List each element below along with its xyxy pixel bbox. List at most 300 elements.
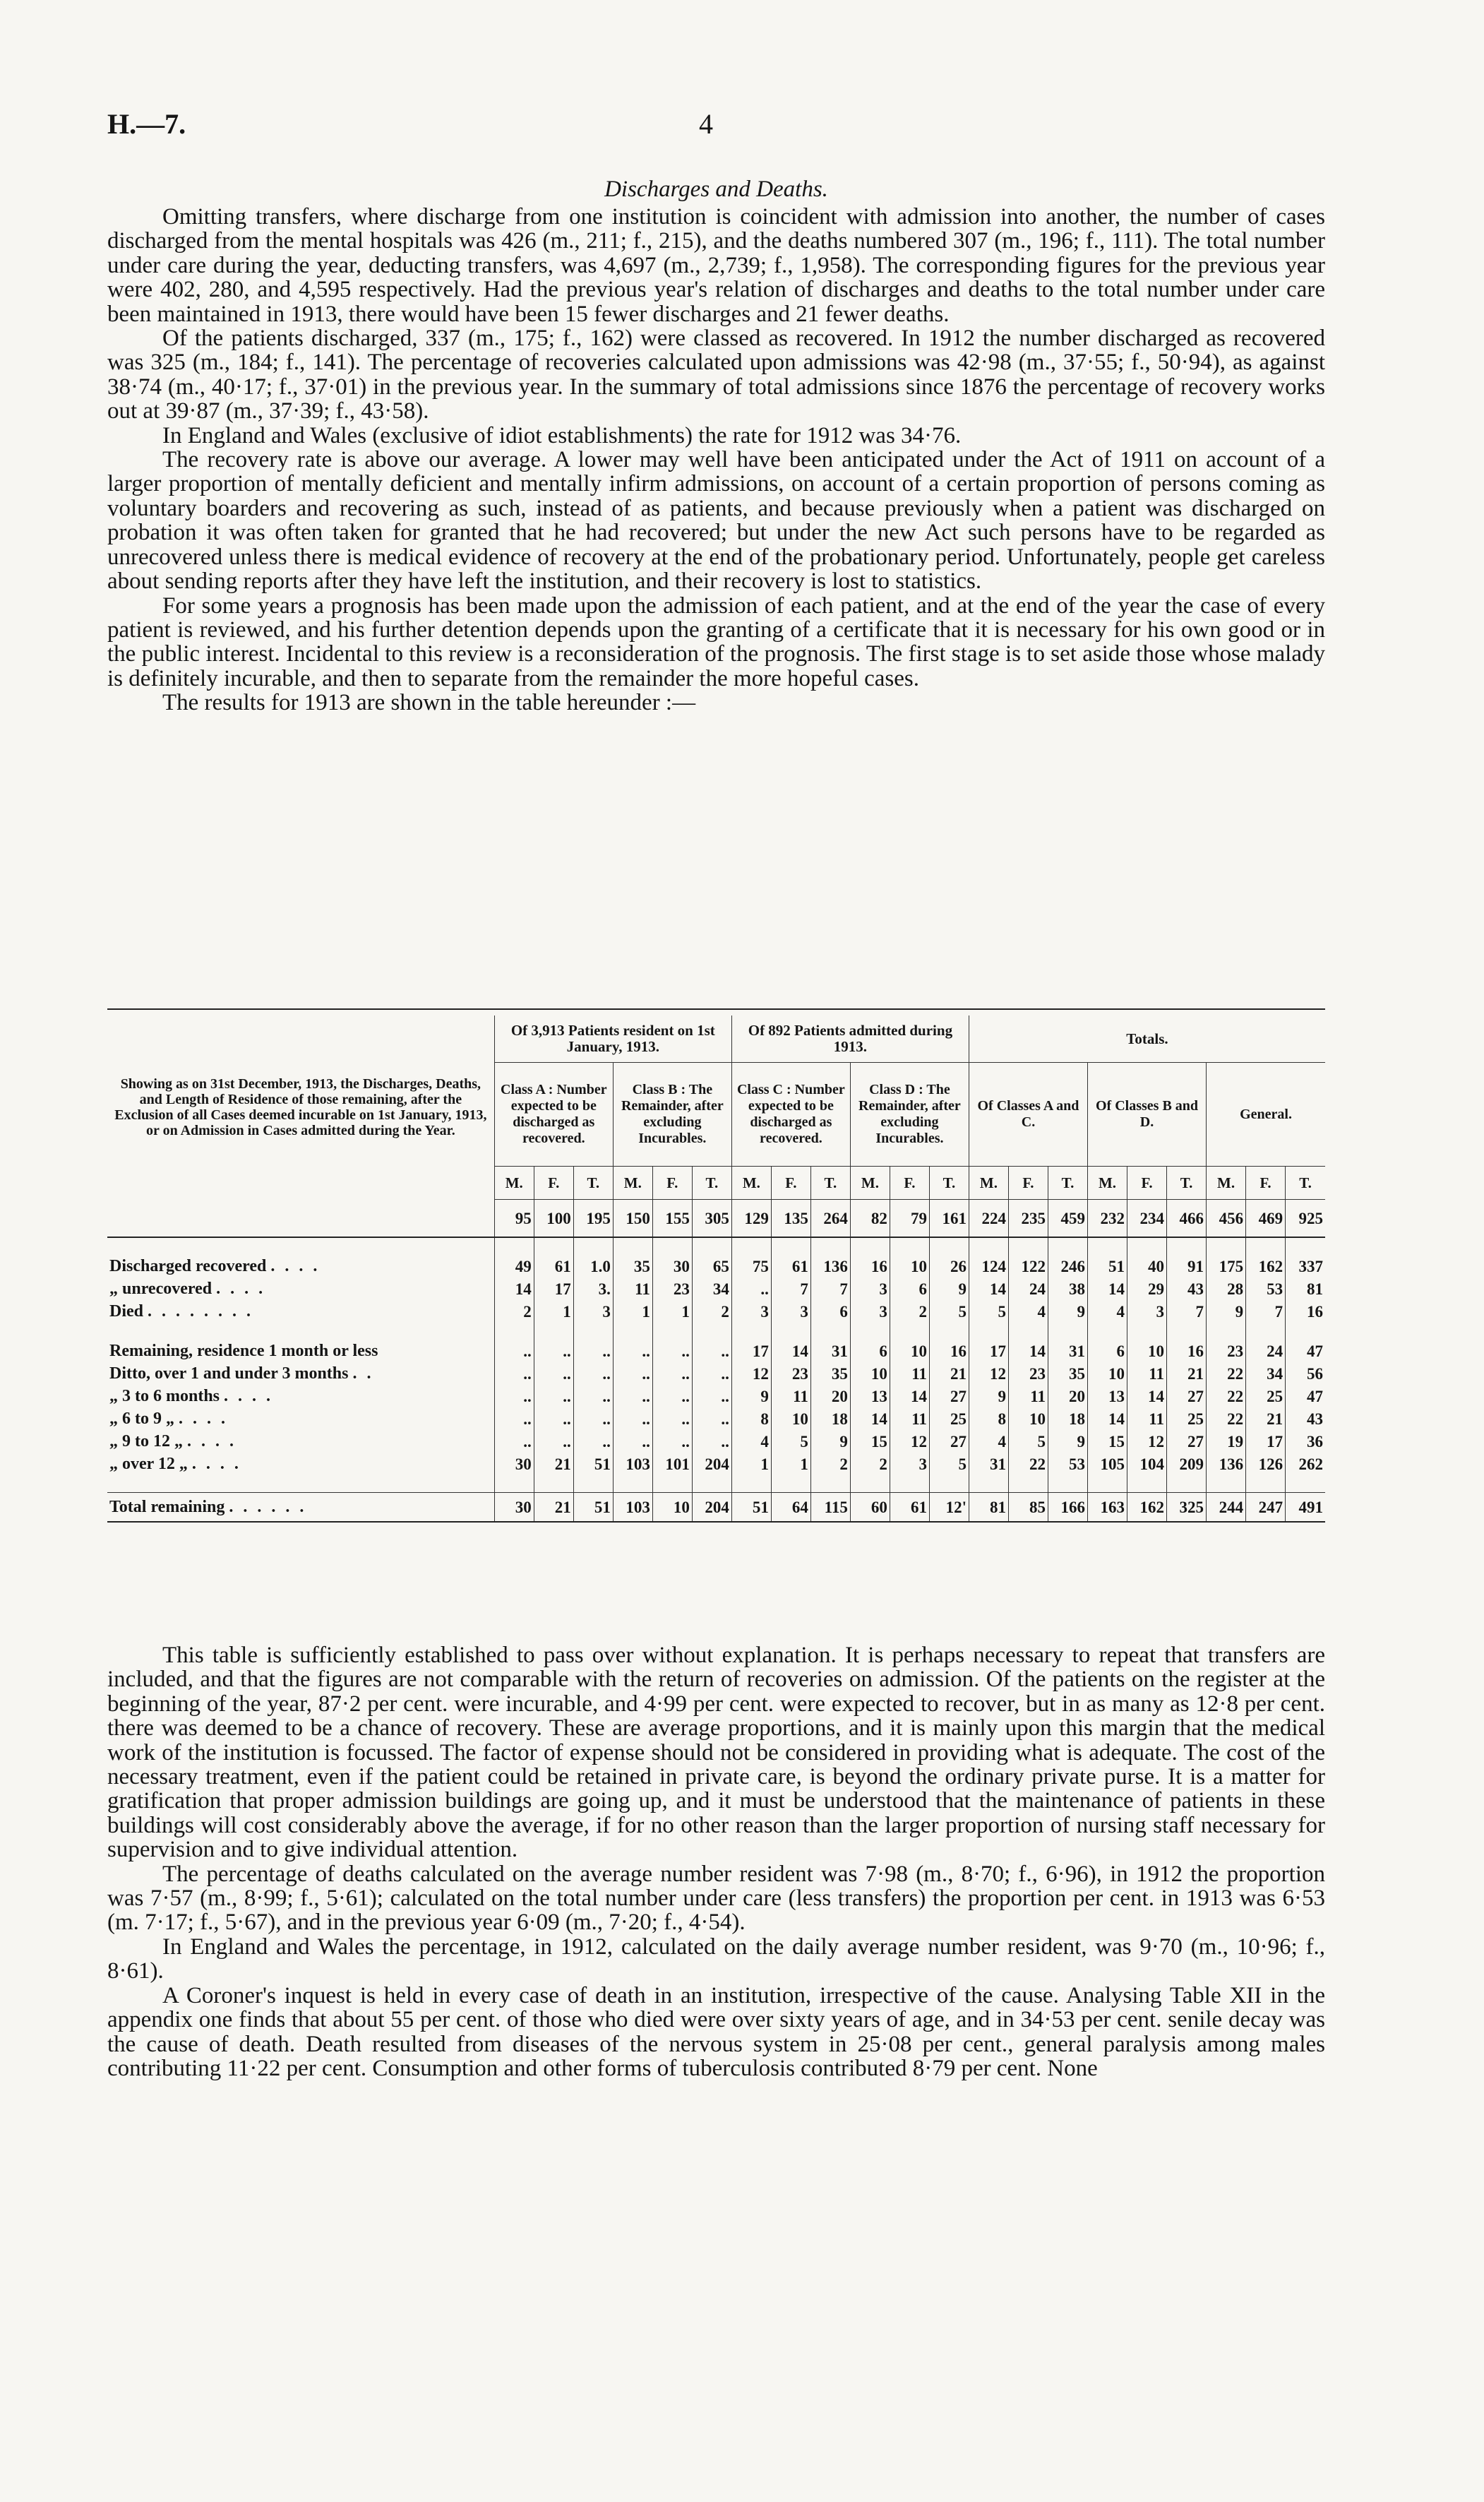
table-cell: 75 [731,1255,771,1277]
table-cell: 5 [929,1453,969,1475]
table-cell: 21 [1167,1362,1207,1385]
table-cell [1286,1323,1325,1340]
table-cell [1286,1475,1325,1493]
row-label [107,1453,494,1475]
table-cell: 4 [1008,1300,1048,1323]
table-cell [850,1475,890,1493]
table-cell: 16 [1286,1300,1325,1323]
table-cell [1127,1323,1167,1340]
table-cell: 12 [969,1362,1008,1385]
paragraph: The results for 1913 are shown in the table hereunder :— [162,690,696,716]
table-cell [1008,1475,1048,1493]
paragraph: A Coroner's inquest is held in every case of death in an institution, irrespective of the cause. Analysing Table XII in the appendix one finds that about 55 per cent. of those who died were over sixty years of age, and in 34·53 per cent. senile decay was the cause of death. Death resulted from diseases of the nervous system in 25·08 per cent., general paralysis among males contributing 11·22 per cent. Consumption and other forms of tuberculosis contributed 8·79 per cent. None [107,1982,1325,2081]
row-label [107,1340,494,1362]
row-label [107,1200,494,1238]
table-cell: 925 [1286,1200,1325,1238]
results-table [107,1008,1325,1523]
row-label-text: „ over 12 „ [109,1454,188,1473]
table-cell: 224 [969,1200,1008,1238]
table-cell: 1 [534,1300,573,1323]
base-count-row [107,1200,1325,1238]
table-cell: 14 [771,1340,810,1362]
table-cell [969,1475,1008,1493]
table-cell: 1 [771,1453,810,1475]
table-cell [1207,1237,1246,1255]
table-cell: 9 [969,1385,1008,1407]
table-cell: 1 [613,1300,652,1323]
table-cell: 24 [1246,1340,1286,1362]
table-cell: 30 [494,1453,534,1475]
table-row [107,1255,1325,1277]
table-description: Showing as on 31st December, 1913, the Discharges, Deaths, and Length of Residence of those remaining, after the Exclusion of all Cases deemed incurable on 1st January, 1913, or on Admission in Cases admitted during the Year. [114,1076,487,1139]
leader-dots: . . . . [191,1454,241,1473]
table-cell: 38 [1048,1277,1087,1300]
table-cell: 155 [652,1200,692,1238]
leader-dots: . . . . [270,1256,321,1275]
table-cell: 16 [850,1255,890,1277]
table-cell: 17 [1246,1430,1286,1453]
table-cell [969,1237,1008,1255]
table-cell: 61 [771,1255,810,1277]
row-label [107,1407,494,1430]
report-reference: H.—7. [107,108,186,140]
sex-label-cell: F. [1246,1167,1286,1200]
table-cell [1167,1475,1207,1493]
table-cell: 79 [890,1200,929,1238]
table-cell: 61 [890,1493,929,1523]
table-cell: 20 [1048,1385,1087,1407]
sex-label-cell: T. [1286,1167,1325,1200]
group-header-admitted: Of 892 Patients admitted during 1913. [731,1015,969,1063]
table-cell: .. [652,1385,692,1407]
table-cell [890,1323,929,1340]
table-cell: 30 [652,1255,692,1277]
table-cell: 10 [890,1340,929,1362]
row-label-text: „ 3 to 6 months [109,1386,220,1405]
table-cell: 20 [810,1385,850,1407]
paragraph: Omitting transfers, where discharge from one institution is coincident with admission into another, the number of cases discharged from the mental hospitals was 426 (m., 211; f., 215), and the deaths numbered 307 (m., 196; f., 111). The total number under care during the year, deducting transfers, was 4,697 (m., 2,739; f., 1,958). The corresponding figures for the previous year were 402, 280, and 4,595 respectively. Had the previous year's relation of discharges and deaths to the total number under care been maintained in 1913, there would have been 15 fewer discharges and 21 fewer deaths. [107,204,1325,327]
table-cell [1246,1475,1286,1493]
table-cell: 82 [850,1200,890,1238]
sex-label-cell: M. [969,1167,1008,1200]
table-cell: 7 [1167,1300,1207,1323]
table-cell: .. [731,1277,771,1300]
table-cell: .. [613,1362,652,1385]
table-cell: .. [573,1385,613,1407]
table-cell: 27 [1167,1430,1207,1453]
table-cell: 17 [731,1340,771,1362]
leader-dots: . . . . . . [229,1497,307,1516]
table-cell: 65 [692,1255,731,1277]
table-cell: 35 [613,1255,652,1277]
table-cell: 10 [890,1255,929,1277]
table-cell: 491 [1286,1493,1325,1523]
table-row [107,1453,1325,1475]
table-cell [1088,1323,1127,1340]
sex-label-cell: T. [692,1167,731,1200]
table-cell [1207,1475,1246,1493]
table-cell: 24 [1008,1277,1048,1300]
table-cell: 1 [731,1453,771,1475]
table-cell: 21 [534,1453,573,1475]
table-cell: 14 [1088,1277,1127,1300]
table-cell: 235 [1008,1200,1048,1238]
table-cell: 11 [1008,1385,1048,1407]
table-cell: 9 [929,1277,969,1300]
table-cell: 204 [692,1453,731,1475]
table-cell: 234 [1127,1200,1167,1238]
table-row [107,1300,1325,1323]
table-cell [613,1237,652,1255]
paragraph: For some years a prognosis has been made upon the admission of each patient, and at the end of the year the case of every patient is reviewed, and his further detention depends upon the granting of a certificate that it is necessary for his own good or in the public interest. Incidental to this review is a reconsideration of the prognosis. The first stage is to set aside those whose malady is definitely incurable, and then to separate from the remainder the more hopeful cases. [107,592,1325,691]
table-cell: 10 [1127,1340,1167,1362]
table-cell: 459 [1048,1200,1087,1238]
table-cell [652,1237,692,1255]
leader-dots: . . . . [224,1386,274,1405]
table-cell: 104 [1127,1453,1167,1475]
table-cell: .. [494,1385,534,1407]
row-label-text: Died [109,1301,143,1321]
table-cell: 9 [810,1430,850,1453]
table-cell: 262 [1286,1453,1325,1475]
table-cell: 17 [534,1277,573,1300]
table-cell: 61 [534,1255,573,1277]
table-cell: 124 [969,1255,1008,1277]
row-label-text: „ 6 to 9 „ [109,1409,174,1428]
table-cell: 2 [810,1453,850,1475]
table-cell: 31 [1048,1340,1087,1362]
spacer-row [107,1475,1325,1493]
table-cell: 161 [929,1200,969,1238]
table-cell: 7 [1246,1300,1286,1323]
table-cell: 21 [929,1362,969,1385]
table-cell: .. [494,1407,534,1430]
table-cell: 51 [1088,1255,1127,1277]
table-cell: 105 [1088,1453,1127,1475]
table-cell: 246 [1048,1255,1087,1277]
table-cell [652,1475,692,1493]
sex-label-cell: T. [573,1167,613,1200]
table-cell [534,1475,573,1493]
table-cell: 6 [890,1277,929,1300]
sex-label-cell: T. [1167,1167,1207,1200]
table-cell: .. [534,1385,573,1407]
table-cell: 136 [810,1255,850,1277]
table-cell: .. [534,1362,573,1385]
table-cell: 81 [1286,1277,1325,1300]
table-cell: 14 [850,1407,890,1430]
table-cell: 12 [1127,1430,1167,1453]
table-cell: 3. [573,1277,613,1300]
table-cell: 10 [1008,1407,1048,1430]
table-row [107,1362,1325,1385]
paragraph: In England and Wales (exclusive of idiot establishments) the rate for 1912 was 34·76. [162,422,962,448]
sex-label-cell: M. [1207,1167,1246,1200]
table-cell [1048,1323,1087,1340]
table-cell: 244 [1207,1493,1246,1523]
row-label [107,1362,494,1385]
classes-ac-header: Of Classes A and C. [969,1063,1087,1167]
discussion-paragraphs [107,1643,1325,2080]
table-cell: .. [494,1362,534,1385]
table-cell [1088,1237,1127,1255]
leader-dots: . . . . [187,1431,237,1450]
table-cell: 247 [1246,1493,1286,1523]
group-header-totals: Totals. [969,1015,1325,1063]
leader-dots: . . . . [179,1409,228,1428]
table-cell: .. [573,1430,613,1453]
table-cell: 204 [692,1493,731,1523]
table-cell: 10 [850,1362,890,1385]
table-cell: 325 [1167,1493,1207,1523]
table-cell: 11 [890,1362,929,1385]
table-cell: 6 [810,1300,850,1323]
table-cell: 22 [1207,1362,1246,1385]
row-label-text: „ unrecovered [109,1279,213,1298]
paragraph: This table is sufficiently established to pass over without explanation. It is perhaps necessary to repeat that transfers are included, and that the figures are not comparable with the return of recoveries on admission. Of the patients on the register at the beginning of the year, 87·2 per cent. were incurable, and 4·99 per cent. were expected to recover, but in as many as 12·8 per cent. there was deemed to be a chance of recovery. These are average proportions, and it is mainly upon this margin that the medical work of the institution is focussed. The factor of expense should not be considered in providing what is adequate. The cost of the necessary treatment, even if the patient could be retained in private care, is beyond the ordinary private purse. It is a matter for gratification that proper admission buildings are going up, and it must be understood that the maintenance of patients in these buildings will cost considerably above the average, if for no other reason than the larger proportion of nursing staff necessary for supervision and to give individual attention. [107,1643,1325,1863]
table-cell: 51 [731,1493,771,1523]
table-cell: .. [534,1340,573,1362]
row-label [107,1475,494,1493]
table-row [107,1277,1325,1300]
table-cell: 150 [613,1200,652,1238]
table-cell [929,1323,969,1340]
table-cell: .. [573,1407,613,1430]
table-cell: 9 [731,1385,771,1407]
row-label [107,1237,494,1255]
table-cell: 17 [969,1340,1008,1362]
row-label [107,1300,494,1323]
table-cell: 35 [1048,1362,1087,1385]
table-cell: 2 [850,1453,890,1475]
table-cell: 469 [1246,1200,1286,1238]
table-cell: 49 [494,1255,534,1277]
table-cell: 3 [890,1453,929,1475]
general-header: General. [1207,1063,1325,1167]
table-cell: 34 [1246,1362,1286,1385]
row-label-text: „ 9 to 12 „ [109,1431,183,1450]
table-cell: 81 [969,1493,1008,1523]
table-cell: 31 [969,1453,1008,1475]
row-label-text: Total remaining [109,1497,225,1516]
table-cell: 23 [652,1277,692,1300]
table-cell: 21 [534,1493,573,1523]
leader-dots: . . . . [216,1279,266,1298]
sex-label-cell: F. [1127,1167,1167,1200]
sex-label-cell: F. [890,1167,929,1200]
table-cell: 85 [1008,1493,1048,1523]
table-cell [652,1323,692,1340]
table-cell: 30 [494,1493,534,1523]
table-cell [1167,1323,1207,1340]
table-row [107,1407,1325,1430]
table-cell: 15 [1088,1430,1127,1453]
table-cell [731,1237,771,1255]
table-cell: 5 [771,1430,810,1453]
table-cell: 4 [731,1430,771,1453]
table-cell: 4 [1088,1300,1127,1323]
table-cell: 14 [969,1277,1008,1300]
table-cell [1246,1323,1286,1340]
table-cell: 22 [1207,1407,1246,1430]
table-cell: 25 [1167,1407,1207,1430]
total-row [107,1493,1325,1523]
table-cell: 3 [771,1300,810,1323]
table-cell: 21 [1246,1407,1286,1430]
table-row [107,1385,1325,1407]
row-label-text: Remaining, residence 1 month or less [109,1341,378,1360]
table-cell: 51 [573,1453,613,1475]
table-cell: 162 [1127,1493,1167,1523]
table-cell: 1 [652,1300,692,1323]
table-cell: 23 [771,1362,810,1385]
table-cell [1246,1237,1286,1255]
table-cell: 35 [810,1362,850,1385]
table-cell [1127,1475,1167,1493]
sex-label-cell: T. [810,1167,850,1200]
table-cell: .. [652,1340,692,1362]
table-cell: 19 [1207,1430,1246,1453]
table-cell: 14 [494,1277,534,1300]
table-cell: 2 [692,1300,731,1323]
table-cell [1167,1237,1207,1255]
row-label [107,1323,494,1340]
table-cell [1048,1475,1087,1493]
table-cell: .. [613,1340,652,1362]
table-cell [1008,1237,1048,1255]
sex-label-cell: M. [731,1167,771,1200]
table-cell [810,1323,850,1340]
table-cell: .. [613,1430,652,1453]
table-cell [1088,1475,1127,1493]
table-cell: 22 [1008,1453,1048,1475]
table-cell: 23 [1207,1340,1246,1362]
table-cell: 305 [692,1200,731,1238]
table-cell [494,1323,534,1340]
table-cell: 232 [1088,1200,1127,1238]
table-cell: 166 [1048,1493,1087,1523]
table-cell: 3 [850,1300,890,1323]
table-cell: 163 [1088,1493,1127,1523]
table-cell: 51 [573,1493,613,1523]
table-cell: 3 [1127,1300,1167,1323]
table-cell: 8 [969,1407,1008,1430]
table-cell [929,1475,969,1493]
table-cell: 100 [534,1200,573,1238]
table-cell: 53 [1246,1277,1286,1300]
table-cell: 14 [1008,1340,1048,1362]
table-cell: 11 [613,1277,652,1300]
table-cell: 64 [771,1493,810,1523]
table-cell [613,1323,652,1340]
table-cell: 11 [1127,1362,1167,1385]
table-cell: 466 [1167,1200,1207,1238]
table-cell [969,1323,1008,1340]
sex-label-cell: M. [494,1167,534,1200]
sex-label-cell: M. [1088,1167,1127,1200]
table-cell: 13 [1088,1385,1127,1407]
table-cell: 14 [890,1385,929,1407]
table-cell: .. [613,1407,652,1430]
table-cell [771,1237,810,1255]
table-cell: 195 [573,1200,613,1238]
table-cell [494,1475,534,1493]
table-cell: .. [573,1362,613,1385]
table-cell: 12 [890,1430,929,1453]
table-cell: 7 [810,1277,850,1300]
table-cell: 264 [810,1200,850,1238]
sex-label-cell: F. [534,1167,573,1200]
table-cell: 6 [1088,1340,1127,1362]
table-cell: 175 [1207,1255,1246,1277]
class-c-header: Class C : Number expected to be discharged as recovered. [731,1063,850,1167]
table-cell: 13 [850,1385,890,1407]
table-cell: 60 [850,1493,890,1523]
table-cell: 6 [850,1340,890,1362]
spacer-row [107,1237,1325,1255]
table-cell: .. [652,1407,692,1430]
sex-label-cell: M. [850,1167,890,1200]
table-cell: .. [494,1340,534,1362]
table-cell: 28 [1207,1277,1246,1300]
row-label [107,1430,494,1453]
leader-dots: . . [352,1364,374,1383]
table-cell: 10 [771,1407,810,1430]
table-cell: 9 [1048,1430,1087,1453]
paragraph: The recovery rate is above our average. A lower may well have been anticipated under the Act of 1911 on account of a larger proportion of mentally deficient and mentally infirm admissions, on account of a certain proportion of persons coming as voluntary boarders and recovering as such, instead of as patients, and because previously when a patient was discharged on probation it was often taken for granted that he had recovered; but under the new Act such persons have to be regarded as unrecovered unless there is medical evidence of recovery at the end of the probationary period. Unfortunately, people get careless about sending reports after they have left the institution, and their recovery is lost to statistics. [107,447,1325,595]
table-cell [1207,1323,1246,1340]
table-cell: 18 [1048,1407,1087,1430]
table-row [107,1430,1325,1453]
table-cell: 12 [731,1362,771,1385]
table-cell: 8 [731,1407,771,1430]
table-cell: 16 [1167,1340,1207,1362]
table-cell [810,1237,850,1255]
table-cell [1008,1323,1048,1340]
section-title: Discharges and Deaths. [604,177,828,202]
table-cell [613,1475,652,1493]
row-label [107,1385,494,1407]
row-label-text: Ditto, over 1 and under 3 months [109,1364,349,1383]
table-cell: 101 [652,1453,692,1475]
table-cell [534,1237,573,1255]
table-cell: 43 [1167,1277,1207,1300]
row-label [107,1255,494,1277]
table-cell [692,1475,731,1493]
table-cell: 14 [1088,1407,1127,1430]
table-cell: 36 [1286,1430,1325,1453]
table-cell: 27 [929,1430,969,1453]
table-cell [890,1237,929,1255]
table-cell [771,1475,810,1493]
table-cell: 135 [771,1200,810,1238]
table-cell: 15 [850,1430,890,1453]
sex-label-cell: F. [771,1167,810,1200]
table-cell [1286,1237,1325,1255]
table-cell: 7 [771,1277,810,1300]
table-cell [534,1323,573,1340]
table-cell: 5 [1008,1430,1048,1453]
table-cell: 129 [731,1200,771,1238]
table-cell: 115 [810,1493,850,1523]
table-cell [1048,1237,1087,1255]
table-cell: 1.0 [573,1255,613,1277]
table-cell: 11 [890,1407,929,1430]
paragraph: Of the patients discharged, 337 (m., 175; f., 162) were classed as recovered. In 1912 the number discharged as recovered was 325 (m., 184; f., 141). The percentage of recoveries calculated upon admissions was 42·98 (m., 37·55; f., 50·94), as against 38·74 (m., 40·17; f., 37·01) in the previous year. In the summary of total admissions since 1876 the percentage of recovery works out at 39·87 (m., 37·39; f., 43·58). [107,326,1325,424]
table-cell [573,1475,613,1493]
spacer-row [107,1323,1325,1340]
table-cell: 40 [1127,1255,1167,1277]
